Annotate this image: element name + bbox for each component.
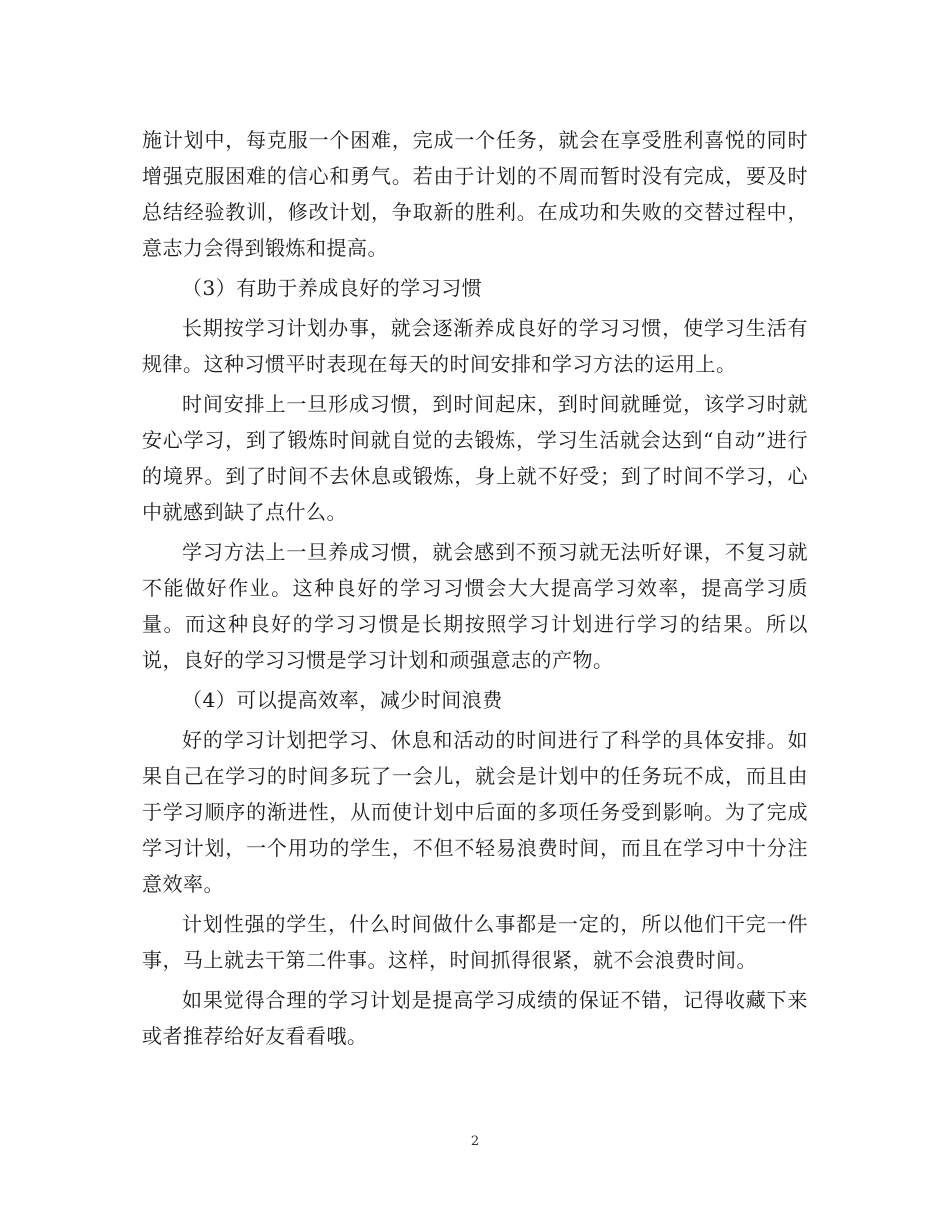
section-heading-3: （3）有助于养成良好的学习习惯 [182,276,483,300]
body-paragraph-7: 如果觉得合理的学习计划是提高学习成绩的保证不错，记得收藏下来或者推荐给好友看看哦。 [142,988,808,1048]
page-number: 2 [470,1134,480,1149]
body-paragraph-3: 时间安排上一旦形成习惯，到时间起床，到时间就睡觉，该学习时就安心学习，到了锻炼时间就自觉的去锻炼，学习生活就会达到“自动”进行的境界。到了时间不去休息或锻炼，身上就不好受；到了时间不学习，心中就感到缺了点什么。 [142,392,808,524]
body-paragraph-1: 施计划中，每克服一个困难，完成一个任务，就会在享受胜利喜悦的同时增强克服困难的信心和勇气。若由于计划的不周而暂时没有完成，要及时总结经验教训，修改计划，争取新的胜利。在成功和失败的交替过程中，意志力会得到锻炼和提高。 [142,128,808,260]
body-paragraph-6: 计划性强的学生，什么时间做什么事都是一定的，所以他们干完一件事，马上就去干第二件事。这样，时间抓得很紧，就不会浪费时间。 [142,912,808,972]
document-page [142,122,808,1054]
body-paragraph-5: 好的学习计划把学习、休息和活动的时间进行了科学的具体安排。如果自己在学习的时间多玩了一会儿，就会是计划中的任务玩不成，而且由于学习顺序的渐进性，从而使计划中后面的多项任务受到影响。为了完成学习计划，一个用功的学生，不但不轻易浪费时间，而且在学习中十分注意效率。 [142,728,808,896]
body-paragraph-2: 长期按学习计划办事，就会逐渐养成良好的学习习惯，使学习生活有规律。这种习惯平时表现在每天的时间安排和学习方法的运用上。 [142,316,808,376]
body-paragraph-4: 学习方法上一旦养成习惯，就会感到不预习就无法听好课，不复习就不能做好作业。这种良好的学习习惯会大大提高学习效率，提高学习质量。而这种良好的学习习惯是长期按照学习计划进行学习的结果。所以说，良好的学习习惯是学习计划和顽强意志的产物。 [142,540,808,672]
section-heading-4: （4）可以提高效率，减少时间浪费 [182,688,503,712]
